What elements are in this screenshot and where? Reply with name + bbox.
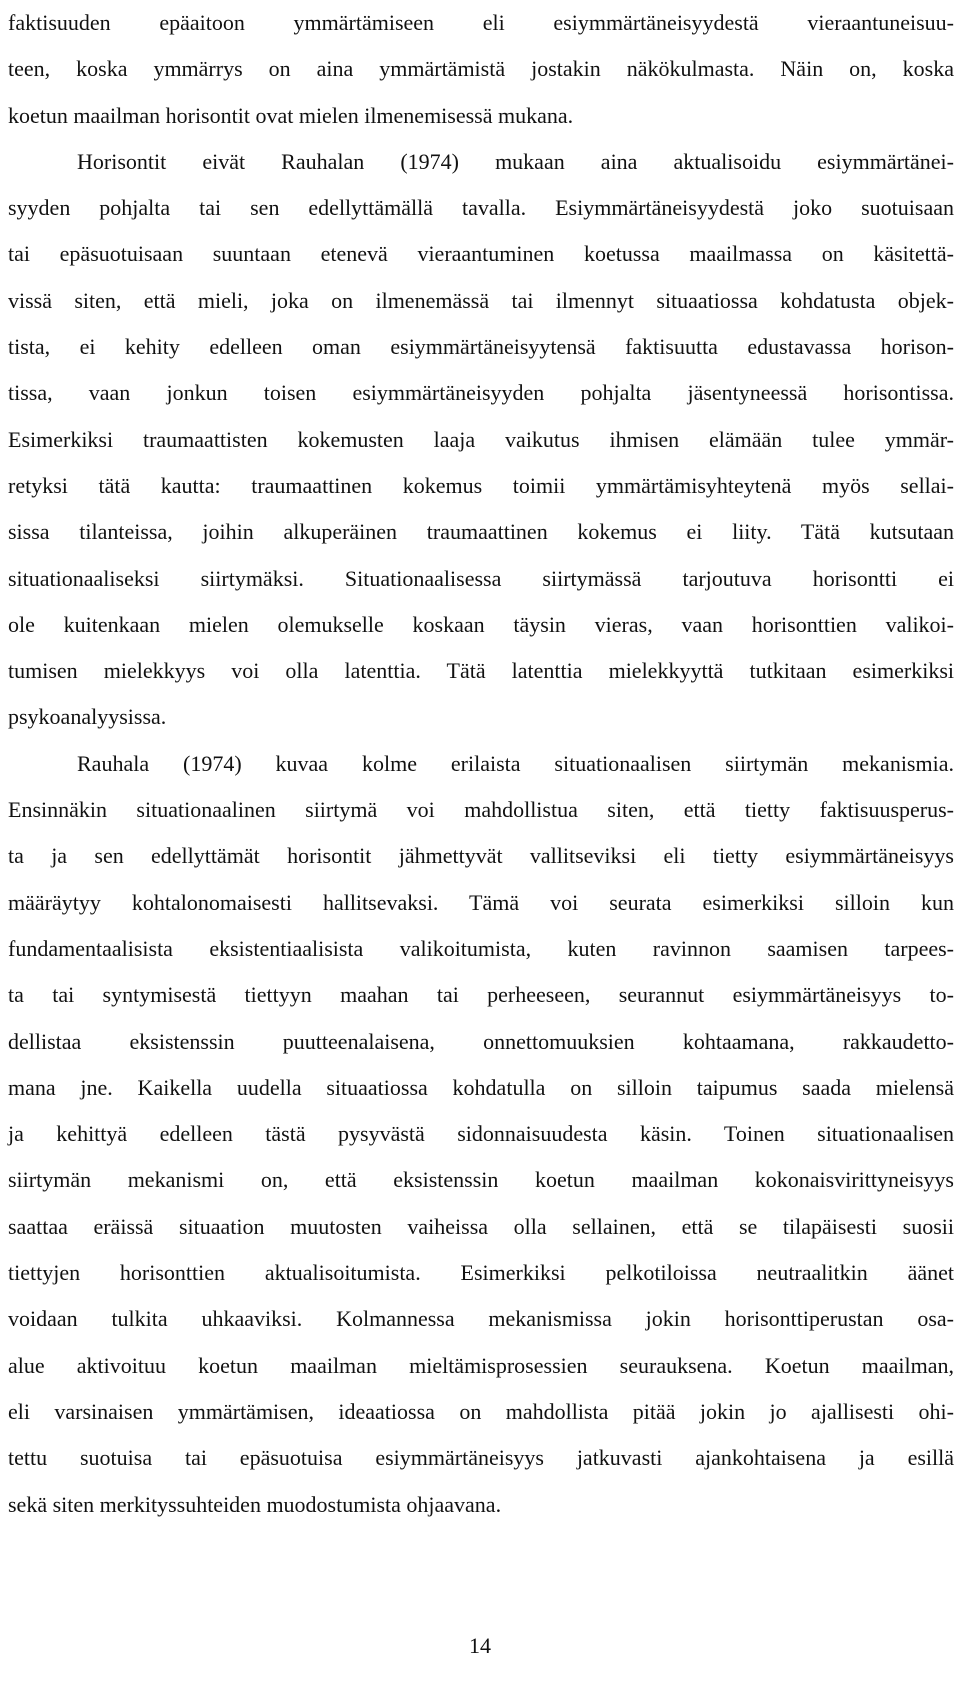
text-line: syyden pohjalta tai sen edellyttämällä tavalla. Esiymmärtäneisyydestä joko suotuisaan — [8, 195, 954, 221]
text-line: dellistaa eksistenssin puutteenalaisena, onnettomuuksien kohtaamana, rakkaudetto- — [8, 1028, 954, 1054]
text-line: määräytyy kohtalonomaisesti hallitsevaksi. Tämä voi seurata esimerkiksi silloin kun — [8, 889, 954, 915]
text-line: faktisuuden epäaitoon ymmärtämiseen eli esiymmärtäneisyydestä vieraantuneisuu- — [8, 10, 954, 35]
text-line: tumisen mielekkyys voi olla latenttia. Tätä latenttia mielekkyyttä tutkitaan esimerkiksi — [8, 658, 954, 684]
text-line: ja kehittyä edelleen tästä pysyvästä sidonnaisuudesta käsin. Toinen situationaalisen — [8, 1121, 954, 1147]
text-line: siirtymän mekanismi on, että eksistenssin koetun maailman kokonaisvirittyneisyys — [8, 1167, 954, 1193]
text-line: fundamentaalisista eksistentiaalisista valikoitumista, kuten ravinnon saamisen tarpees- — [8, 935, 954, 961]
text-line: Esimerkiksi traumaattisten kokemusten laaja vaikutus ihmisen elämään tulee ymmär- — [8, 426, 954, 452]
text-line: sissa tilanteissa, joihin alkuperäinen traumaattinen kokemus ei liity. Tätä kutsutaan — [8, 519, 954, 545]
text-line: ole kuitenkaan mielen olemukselle koskaan täysin vieras, vaan horisonttien valikoi- — [8, 611, 954, 637]
text-line: sekä siten merkityssuhteiden muodostumista ohjaavana. — [8, 1491, 502, 1517]
text-line: psykoanalyysissa. — [8, 704, 167, 730]
text-line: tai epäsuotuisaan suuntaan etenevä vieraantuminen koetussa maailmassa on käsitettä- — [8, 241, 954, 267]
text-line: tissa, vaan jonkun toisen esiymmärtäneisyyden pohjalta jäsentyneessä horisontissa. — [8, 380, 954, 406]
text-line: ta ja sen edellyttämät horisontit jähmettyvät vallitseviksi eli tietty esiymmärtäneisyys — [8, 843, 954, 869]
text-line: tettu suotuisa tai epäsuotuisa esiymmärtäneisyys jatkuvasti ajankohtaisena ja esillä — [8, 1445, 954, 1471]
text-line: Horisontit eivät Rauhalan (1974) mukaan aina aktualisoidu esiymmärtänei- — [77, 148, 954, 174]
text-line: vissä siten, että mieli, joka on ilmenemässä tai ilmennyt situaatiossa kohdatusta objek- — [8, 287, 954, 313]
text-line: ta tai syntymisestä tiettyyn maahan tai perheeseen, seurannut esiymmärtäneisyys to- — [8, 982, 954, 1008]
text-line: retyksi tätä kautta: traumaattinen kokemus toimii ymmärtämisyhteytenä myös sellai- — [8, 472, 954, 498]
text-line: mana jne. Kaikella uudella situaatiossa kohdatulla on silloin taipumus saada mielensä — [8, 1074, 954, 1100]
text-line: Rauhala (1974) kuvaa kolme erilaista situationaalisen siirtymän mekanismia. — [77, 750, 954, 776]
text-line: Ensinnäkin situationaalinen siirtymä voi mahdollistua siten, että tietty faktisuusperus- — [8, 797, 954, 823]
text-line: tista, ei kehity edelleen oman esiymmärtäneisyytensä faktisuutta edustavassa horison- — [8, 334, 954, 360]
text-line: tiettyjen horisonttien aktualisoitumista. Esimerkiksi pelkotiloissa neutraalitkin äänet — [8, 1260, 954, 1286]
text-line: alue aktivoituu koetun maailman mieltämisprosessien seurauksena. Koetun maailman, — [8, 1352, 954, 1378]
text-line: situationaaliseksi siirtymäksi. Situationaalisessa siirtymässä tarjoutuva horisontti ei — [8, 565, 954, 591]
text-line: saattaa eräissä situaation muutosten vaiheissa olla sellainen, että se tilapäisesti suosii — [8, 1213, 954, 1239]
text-line: eli varsinaisen ymmärtämisen, ideaatiossa on mahdollista pitää jokin jo ajallisesti ohi- — [8, 1398, 954, 1424]
text-line: teen, koska ymmärrys on aina ymmärtämistä jostakin näkökulmasta. Näin on, koska — [8, 56, 954, 82]
body-text — [8, 0, 954, 1528]
page-number: 14 — [469, 1633, 491, 1658]
text-line: koetun maailman horisontit ovat mielen ilmenemisessä mukana. — [8, 102, 574, 128]
text-line: voidaan tulkita uhkaaviksi. Kolmannessa mekanismissa jokin horisonttiperustan osa- — [8, 1306, 954, 1332]
